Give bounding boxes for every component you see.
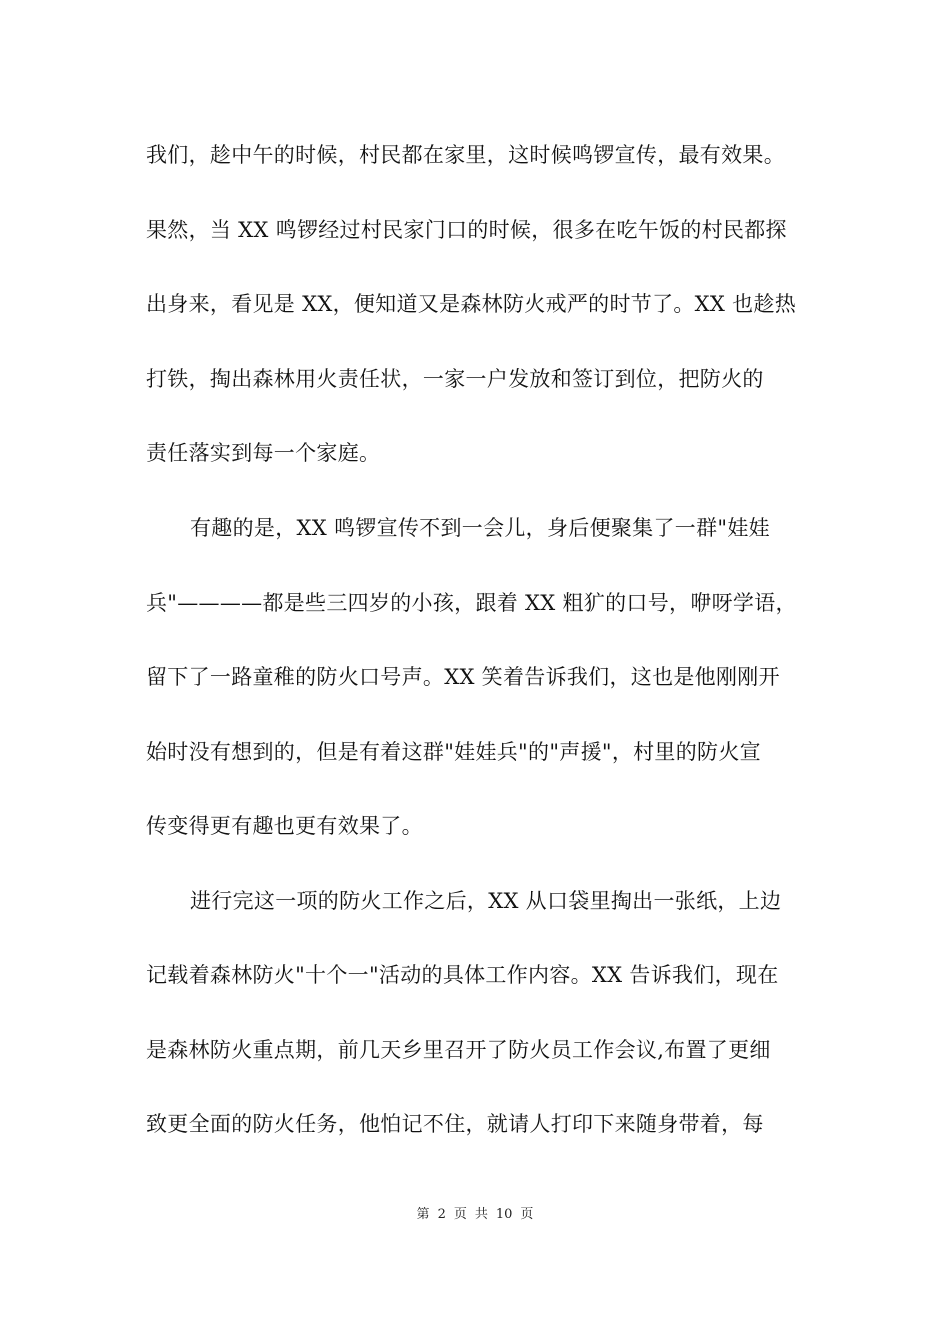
text-line: 我们，趁中午的时候，村民都在家里，这时候鸣锣宣传，最有效果。 xyxy=(146,143,785,167)
footer-current-page: 2 xyxy=(437,1207,446,1222)
paragraph-first-line: 进行完这一项的防火工作之后，XX 从口袋里掏出一张纸，上边 xyxy=(190,889,782,913)
text-line: 记载着森林防火"十个一"活动的具体工作内容。XX 告诉我们，现在 xyxy=(146,963,779,987)
footer-ye: 页 xyxy=(520,1207,534,1222)
footer-di: 第 xyxy=(416,1207,430,1222)
text-line: 致更全面的防火任务，他怕记不住，就请人打印下来随身带着，每 xyxy=(146,1112,764,1136)
text-line: 传变得更有趣也更有效果了。 xyxy=(146,814,423,838)
footer-total-pages: 10 xyxy=(495,1207,513,1222)
text-line: 是森林防火重点期，前几天乡里召开了防火员工作会议,布置了更细 xyxy=(146,1038,771,1062)
page-footer xyxy=(0,1206,950,1224)
text-line: 留下了一路童稚的防火口号声。XX 笑着告诉我们，这也是他刚刚开 xyxy=(146,665,780,689)
text-line: 始时没有想到的，但是有着这群"娃娃兵"的"声援"，村里的防火宣 xyxy=(146,740,761,764)
text-line: 果然，当 XX 鸣锣经过村民家门口的时候，很多在吃午饭的村民都探 xyxy=(146,218,787,242)
text-line: 责任落实到每一个家庭。 xyxy=(146,441,381,465)
footer-ye: 页 xyxy=(453,1207,467,1222)
paragraph-first-line: 有趣的是，XX 鸣锣宣传不到一会儿，身后便聚集了一群"娃娃 xyxy=(190,516,770,540)
text-line: 打铁，掏出森林用火责任状，一家一户发放和签订到位，把防火的 xyxy=(146,367,764,391)
text-line: 兵"————都是些三四岁的小孩，跟着 XX 粗犷的口号，咿呀学语， xyxy=(146,591,797,615)
text-line: 出身来，看见是 XX，便知道又是森林防火戒严的时节了。XX 也趁热 xyxy=(146,292,797,316)
footer-gong: 共 xyxy=(474,1207,488,1222)
